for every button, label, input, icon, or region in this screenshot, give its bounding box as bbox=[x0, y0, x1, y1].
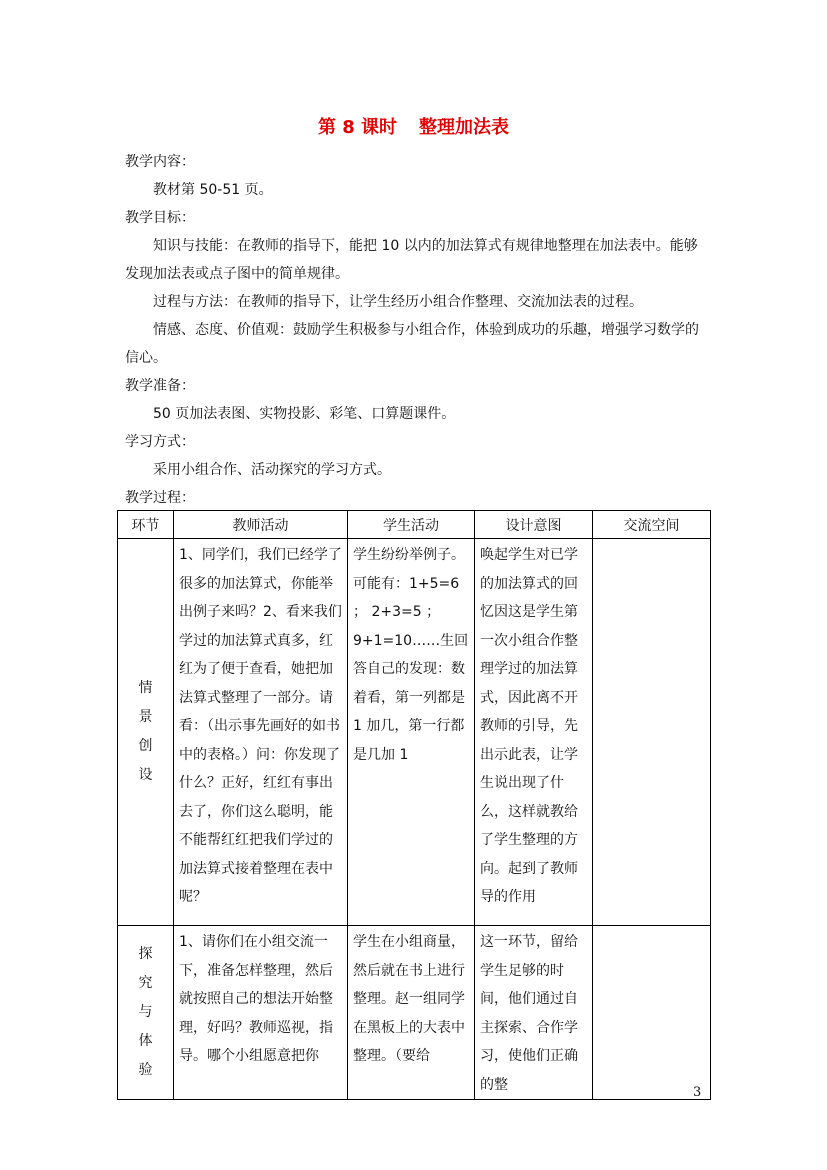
student-activity-cell bbox=[348, 926, 475, 1100]
goal-knowledge bbox=[125, 232, 710, 288]
table-row bbox=[118, 926, 711, 1100]
phase-char: 探 bbox=[138, 946, 153, 962]
lesson-title bbox=[0, 113, 827, 139]
process-heading: 教学过程： bbox=[125, 490, 195, 506]
header-teacher: 教师活动 bbox=[174, 511, 348, 539]
goal-process-text: 过程与方法：在教师的指导下，让学生经历小组合作整理、交流加法表的过程。 bbox=[153, 294, 643, 310]
phase-char: 究 bbox=[138, 975, 153, 991]
header-phase: 环节 bbox=[118, 511, 174, 539]
content-heading: 教学内容： bbox=[125, 154, 195, 170]
phase-char: 创 bbox=[138, 738, 153, 754]
phase-char: 景 bbox=[138, 709, 153, 725]
goal-knowledge-text: 知识与技能：在教师的指导下，能把 10 以内的加法算式有规律地整理在加法表中。能够发现加法表或点子图中的简单规律。 bbox=[125, 238, 698, 282]
page-number: 3 bbox=[693, 1085, 702, 1100]
teacher-activity-cell bbox=[174, 926, 348, 1100]
design-intent-cell bbox=[475, 926, 593, 1100]
prep-heading: 教学准备： bbox=[125, 378, 195, 394]
teacher-activity-text: 1、请你们在小组交流一下，准备怎样整理，然后就按照自己的想法开始整理，好吗？教师巡视，指导。哪个小组愿意把你 bbox=[179, 934, 333, 1064]
student-activity-cell bbox=[348, 539, 475, 926]
goal-attitude bbox=[125, 316, 710, 372]
content-text: 教材第 50-51 页。 bbox=[153, 182, 273, 198]
phase-cell bbox=[118, 539, 174, 926]
goal-attitude-text: 情感、态度、价值观：鼓励学生积极参与小组合作，体验到成功的乐趣，增强学习数学的信心。 bbox=[125, 322, 699, 366]
student-activity-text: 学生纷纷举例子。可能有：1+5=6 ； 2+3=5 ；9+1=10……生回答自己的发现：数着看，第一列都是 1 加几，第一行都是几加 1 bbox=[353, 547, 469, 763]
exchange-space-text bbox=[593, 926, 710, 928]
prep-text: 50 页加法表图、实物投影、彩笔、口算题课件。 bbox=[153, 406, 456, 422]
phase-char: 与 bbox=[138, 1004, 153, 1020]
design-intent-cell bbox=[475, 539, 593, 926]
exchange-space-text bbox=[593, 539, 710, 541]
teaching-process-table bbox=[117, 510, 711, 1100]
student-activity-text: 学生在小组商量，然后就在书上进行整理。赵一组同学在黑板上的大表中整理。（要给 bbox=[353, 934, 465, 1064]
table-header-row bbox=[118, 511, 711, 539]
method-heading: 学习方式： bbox=[125, 434, 195, 450]
phase-cell bbox=[118, 926, 174, 1100]
teacher-activity-cell bbox=[174, 539, 348, 926]
header-design: 设计意图 bbox=[475, 511, 593, 539]
exchange-space-cell bbox=[593, 539, 711, 926]
design-intent-text: 这一环节，留给学生足够的时间，他们通过自主探索、合作学习，使他们正确的整 bbox=[480, 934, 578, 1093]
phase-char: 体 bbox=[138, 1033, 153, 1049]
goals-heading: 教学目标： bbox=[125, 210, 195, 226]
phase-char: 设 bbox=[138, 767, 153, 783]
header-student: 学生活动 bbox=[348, 511, 475, 539]
exchange-space-cell bbox=[593, 926, 711, 1100]
header-space: 交流空间 bbox=[593, 511, 711, 539]
teacher-activity-text: 1、同学们，我们已经学了很多的加法算式，你能举出例子来吗？2、看来我们学过的加法算式真多，红红为了便于查看，她把加法算式整理了一部分。请看：（出示事先画好的如书中的表格。）问：你发现了什么？正好，红红有事出去了，你们这么聪明，能不能帮红红把我们学过的加法算式接着整理在表中呢？ bbox=[179, 547, 342, 905]
phase-char: 验 bbox=[138, 1062, 153, 1078]
lesson-number: 第 8 课时 bbox=[317, 117, 398, 138]
lesson-topic: 整理加法表 bbox=[419, 117, 510, 138]
table-row bbox=[118, 539, 711, 926]
phase-char: 情 bbox=[138, 680, 153, 696]
design-intent-text: 唤起学生对已学的加法算式的回忆因这是学生第一次小组合作整理学过的加法算式，因此离不开教师的引导，先出示此表，让学生说出现了什么，这样就教给了学生整理的方向。起到了教师导的作用 bbox=[480, 547, 578, 905]
goal-process bbox=[125, 288, 710, 316]
method-text: 采用小组合作、活动探究的学习方式。 bbox=[153, 462, 391, 478]
